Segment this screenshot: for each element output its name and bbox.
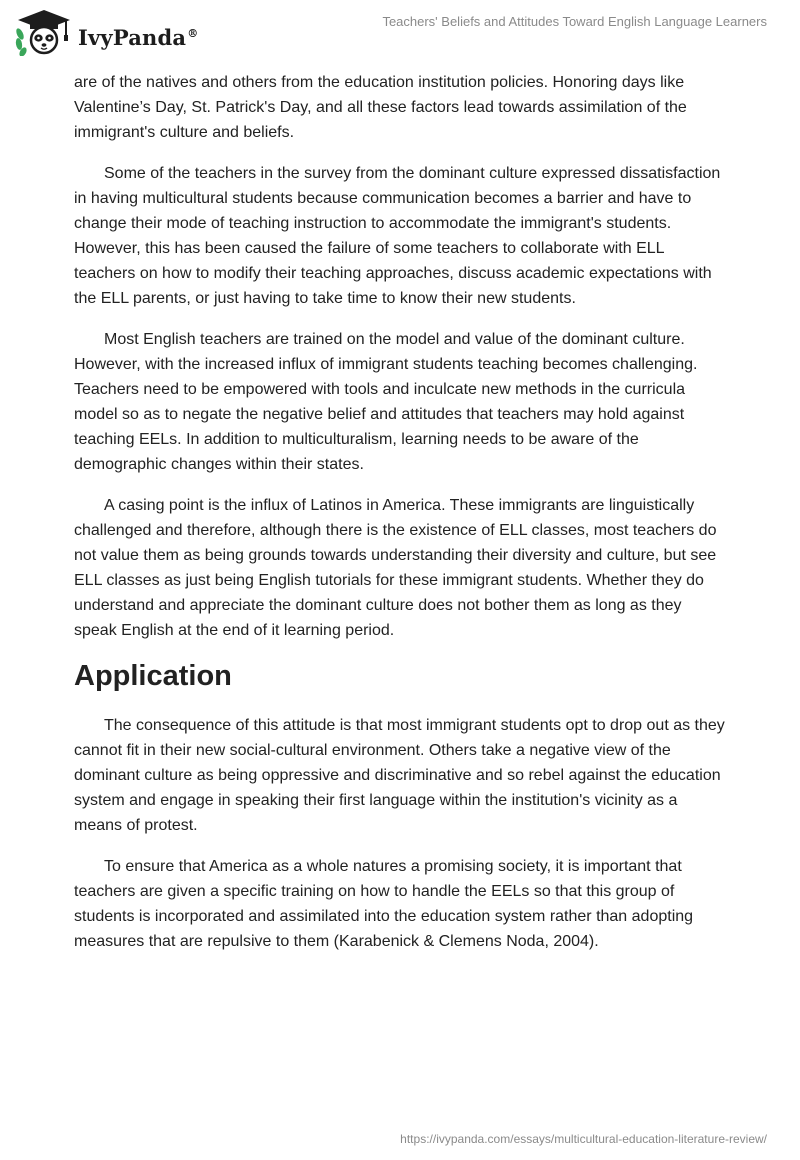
paragraph: Some of the teachers in the survey from the dominant culture expressed dissatisfaction in having multicultural students because communication becomes a barrier and have to change their mode of teaching instruction to accommodate the immigrant's students. However, this has been caused the failure of some teachers to collaborate with ELL teachers on how to modify their teaching approaches, discuss academic expectations with the ELL parents, or just having to take time to know their new students.: [74, 165, 721, 307]
source-url[interactable]: https://ivypanda.com/essays/multicultural-education-literature-review/: [400, 1132, 767, 1146]
registered-mark: ®: [187, 27, 199, 40]
section-heading-application: Application: [74, 660, 232, 692]
paragraph: The consequence of this attitude is that most immigrant students opt to drop out as they cannot fit in their new social-cultural environment. Others take a negative view of the dominant culture as being oppressive and discriminative and so rebel against the education system and engage in speaking their first language within the institution's vicinity as a means of protest.: [74, 717, 725, 834]
document-running-title: Teachers' Beliefs and Attitudes Toward English Language Learners: [382, 14, 767, 29]
ivypanda-logo[interactable]: [14, 8, 234, 58]
paragraph: A casing point is the influx of Latinos in America. These immigrants are linguistically challenged and therefore, although there is the existence of ELL classes, most teachers do not value them as being grounds towards understanding their diversity and culture, but see ELL classes as just being English tutorials for these immigrant students. Whether they do understand and appreciate the dominant culture does not bother them as long as they speak English at the end of it learning period.: [74, 497, 717, 639]
paragraph: To ensure that America as a whole natures a promising society, it is important that teachers are given a specific training on how to handle the EELs so that this group of students is incorporated and assimilated into the education system rather than adopting measures that are repulsive to them (Karabenick & Clemens Noda, 2004).: [74, 858, 694, 950]
logo-name: IvyPanda: [78, 25, 187, 50]
essay-body: [74, 70, 728, 970]
paragraph: Most English teachers are trained on the model and value of the dominant culture. However, with the increased influx of immigrant students teaching becomes challenging. Teachers need to be empowered with tools and inculcate new methods in the curricula model so as to negate the negative belief and attitudes that teachers may hold against teaching EELs. In addition to multiculturalism, learning needs to be aware of the demographic changes within their states.: [74, 331, 698, 473]
page-header: [0, 0, 800, 70]
paragraph-continued: are of the natives and others from the education institution policies. Honoring days like Valentine’s Day, St. Patrick's Day, and all these factors lead towards assimilation of the immigrant's culture and beliefs.: [74, 74, 687, 141]
logo-wordmark: [78, 25, 198, 50]
panda-graduation-cap-icon: [14, 8, 74, 56]
